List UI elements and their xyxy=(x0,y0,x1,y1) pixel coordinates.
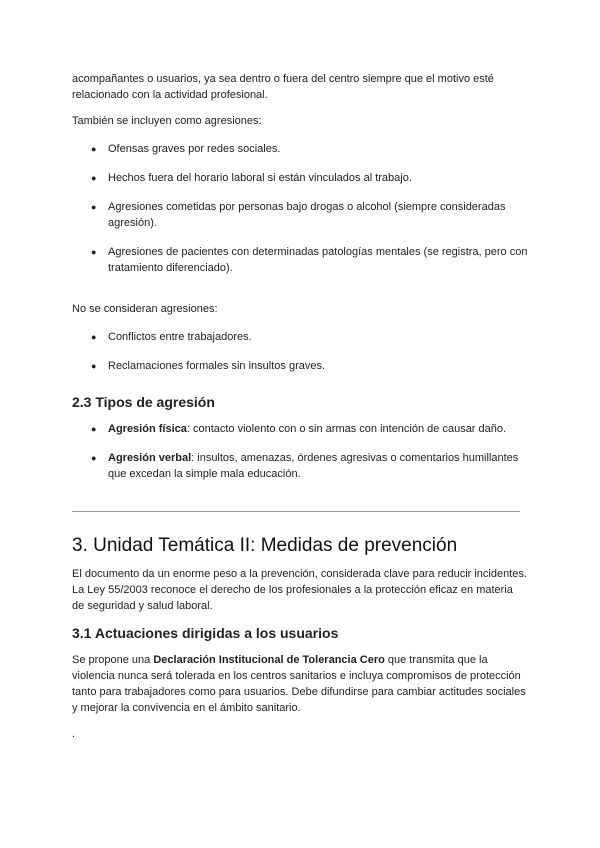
bullet-icon: ● xyxy=(91,424,97,434)
list-item: ● Conflictos entre trabajadores. xyxy=(91,331,252,343)
not-considered-list xyxy=(72,329,528,374)
bullet-icon: ● xyxy=(91,332,97,342)
also-included-list xyxy=(72,141,528,276)
bullet-icon: ● xyxy=(91,361,97,371)
bullet-icon: ● xyxy=(91,144,97,154)
list-item: ● Hechos fuera del horario laboral si están vinculados al trabajo. xyxy=(91,172,412,184)
not-considered-label: No se consideran agresiones: xyxy=(72,303,218,315)
trailing-mark: . xyxy=(72,728,76,740)
section-3-1-paragraph: Se propone una Declaración Institucional de Tolerancia Cero que transmita que la violencia nunca será tolerada en los centros sanitarios e incluya compromisos de protección tanto para trabajadores como para usuarios. Debe difundirse para cambiar actitudes sociales y mejorar la convivencia en el ámbito sanitario. xyxy=(72,654,526,714)
list-item: ● Agresiones de pacientes con determinadas patologías mentales (se registra, pero con tratamiento diferenciado). xyxy=(91,246,528,274)
bullet-icon: ● xyxy=(91,202,97,212)
term: Agresión física xyxy=(108,423,187,435)
section-2-3-heading: 2.3 Tipos de agresión xyxy=(72,394,215,410)
page-content xyxy=(72,71,528,742)
section-3-heading: 3. Unidad Temática II: Medidas de prevención xyxy=(72,535,458,556)
list-item: ● Agresiones cometidas por personas bajo drogas o alcohol (siempre consideradas agresión). xyxy=(91,201,506,229)
list-item: ● Agresión física: contacto violento con o sin armas con intención de causar daño. xyxy=(91,423,507,435)
bold-phrase: Declaración Institucional de Tolerancia Cero xyxy=(153,654,385,666)
intro-paragraph: acompañantes o usuarios, ya sea dentro o fuera del centro siempre que el motivo esté relacionado con la actividad profesional. xyxy=(72,73,494,101)
bullet-icon: ● xyxy=(91,173,97,183)
aggression-types-list xyxy=(72,421,528,482)
also-included-label: También se incluyen como agresiones: xyxy=(72,115,262,127)
section-3-1-heading: 3.1 Actuaciones dirigidas a los usuarios xyxy=(72,625,339,641)
list-item: ● Agresión verbal: insultos, amenazas, órdenes agresivas o comentarios humillantes que excedan la simple mala educación. xyxy=(91,452,519,480)
term: Agresión verbal xyxy=(108,452,192,464)
section-3-paragraph: El documento da un enorme peso a la prevención, considerada clave para reducir incidentes. La Ley 55/2003 reconoce el derecho de los profesionales a la protección eficaz en materia de seguridad y salud laboral. xyxy=(72,568,527,612)
list-item: ● Reclamaciones formales sin insultos graves. xyxy=(91,360,326,372)
bullet-icon: ● xyxy=(91,247,97,257)
list-item: ● Ofensas graves por redes sociales. xyxy=(91,143,281,155)
bullet-icon: ● xyxy=(91,453,97,463)
